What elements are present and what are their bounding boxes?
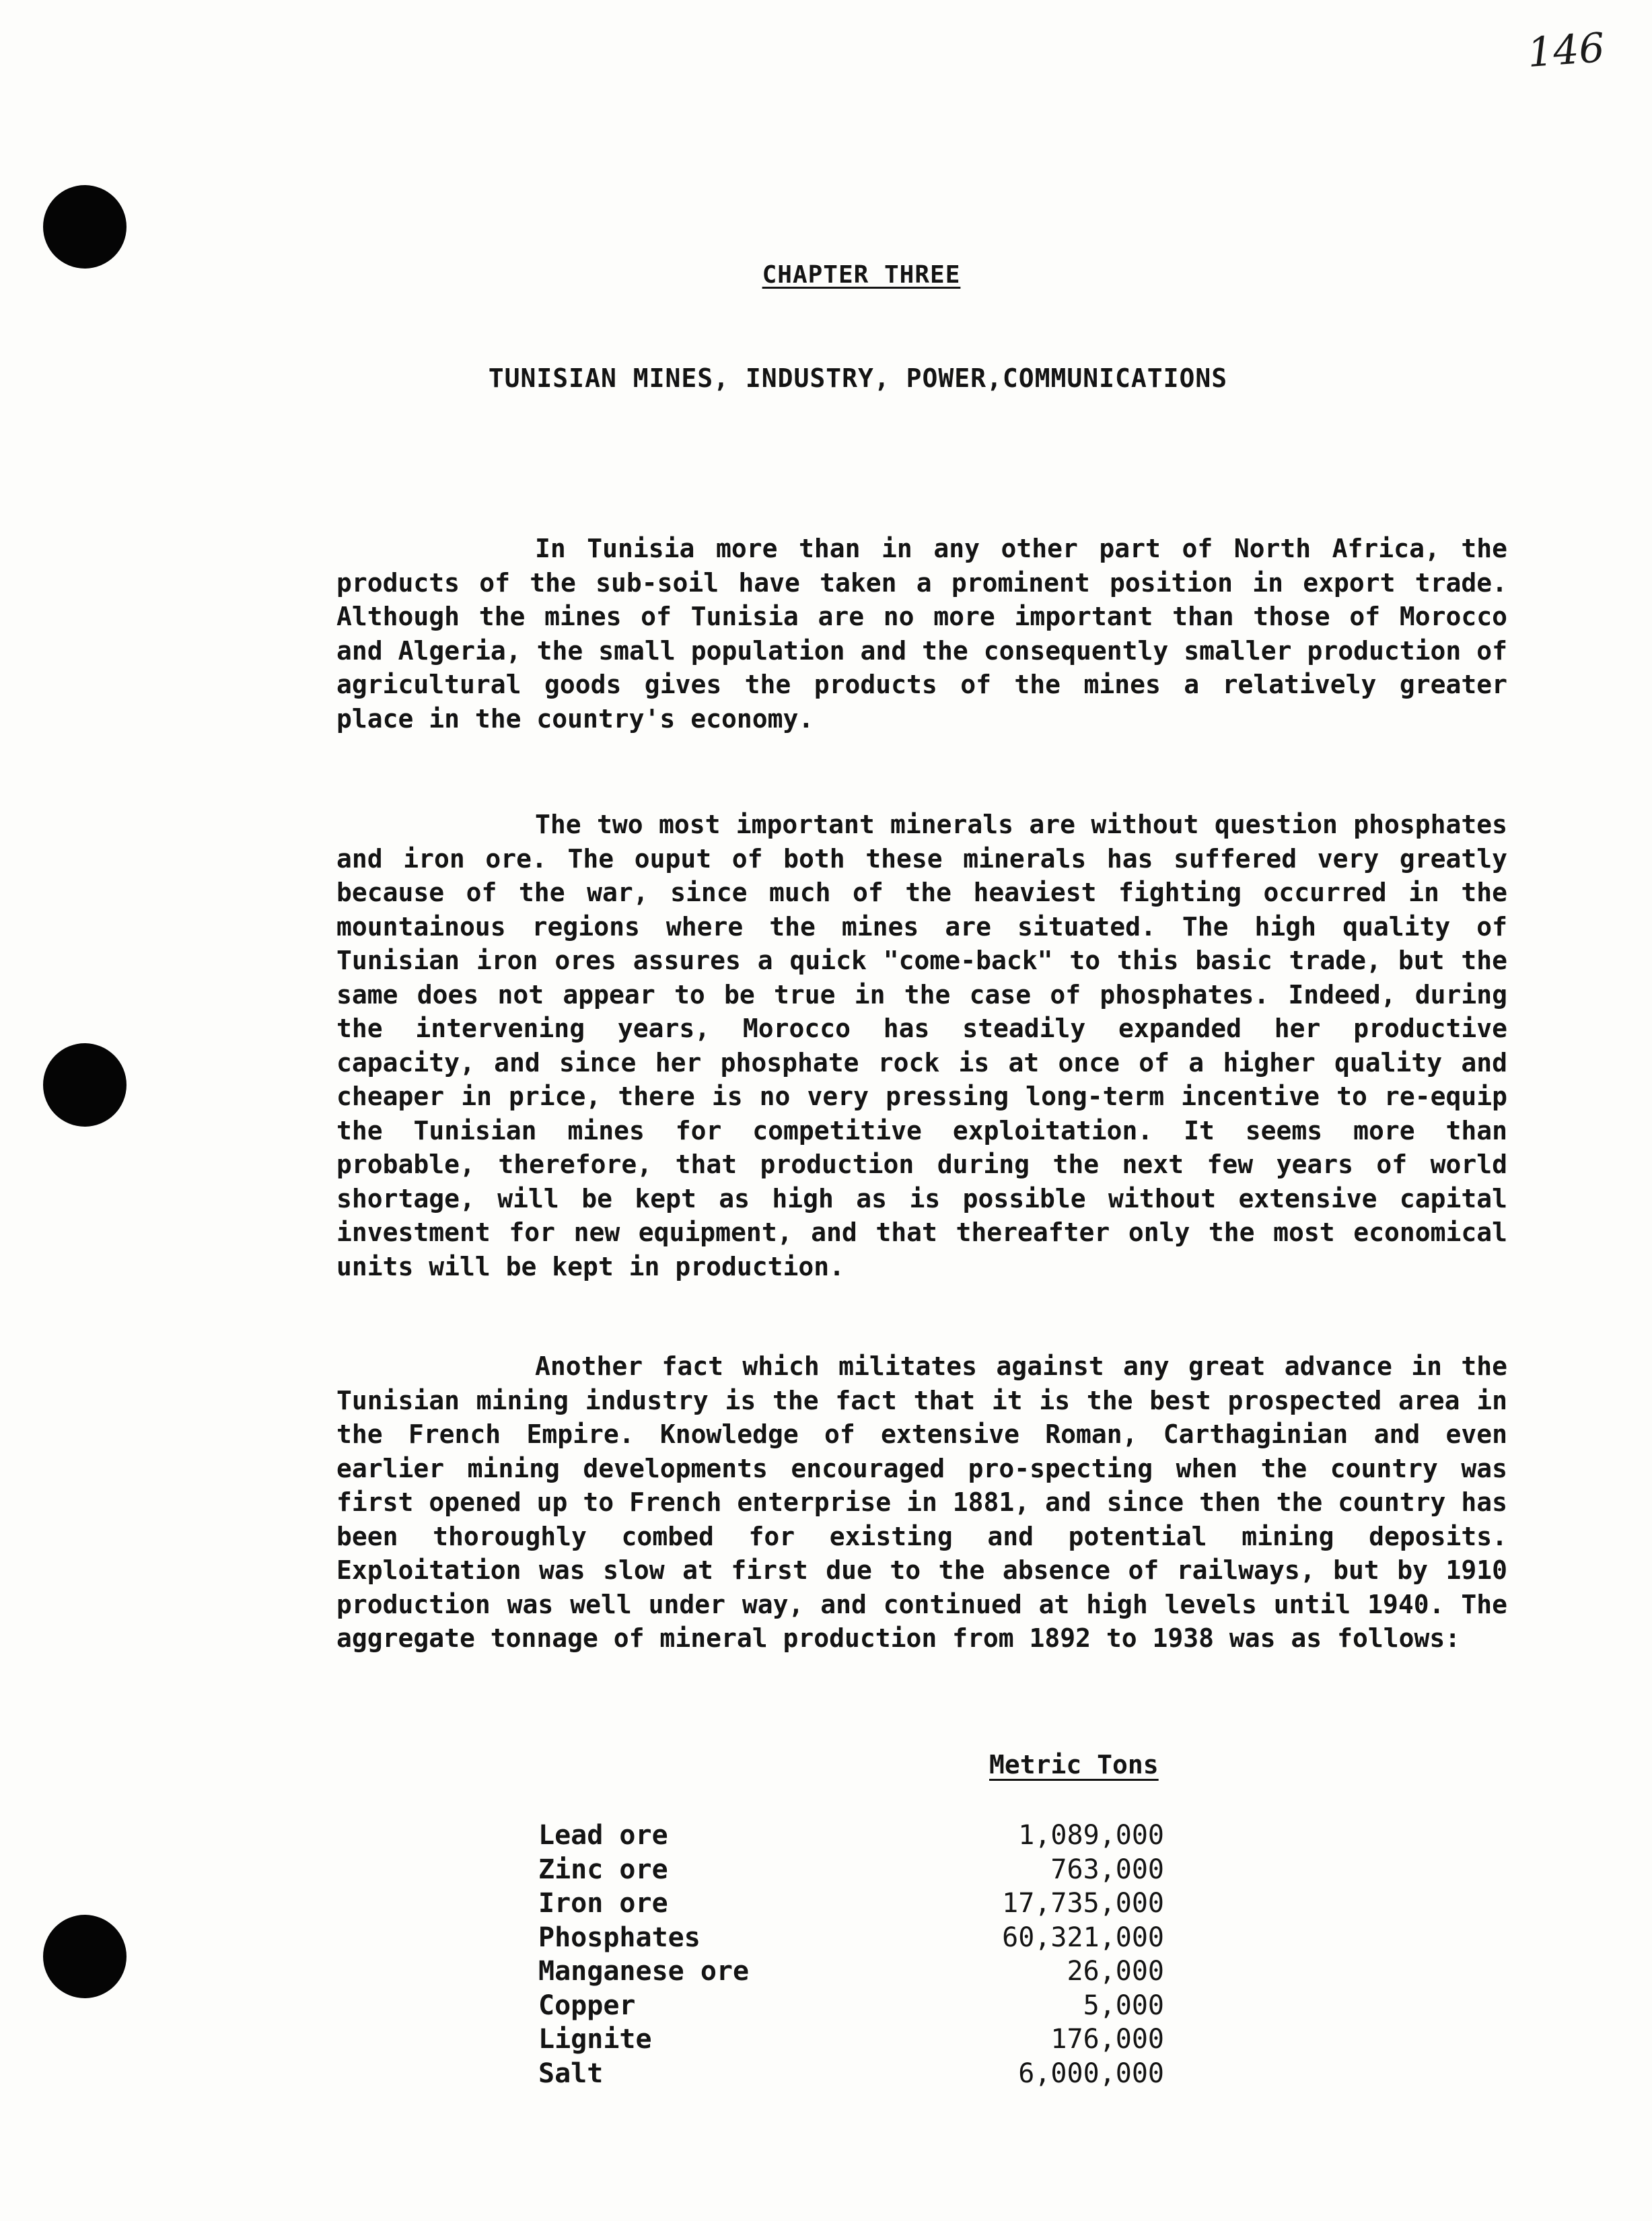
mineral-tons: 763,000 — [1050, 1854, 1164, 1885]
punch-hole-bottom — [43, 1915, 127, 1998]
mineral-name: Copper — [538, 1989, 636, 2021]
mineral-tons: 26,000 — [1067, 1956, 1164, 1987]
mineral-tons: 60,321,000 — [1002, 1922, 1164, 1953]
mineral-name: Manganese ore — [538, 1956, 750, 1987]
table-row — [538, 1887, 1164, 1921]
punch-hole-middle — [43, 1043, 127, 1127]
mineral-tons: 17,735,000 — [1002, 1888, 1164, 1919]
table-row — [538, 2057, 1164, 2091]
mineral-tons: 5,000 — [1083, 1989, 1164, 2021]
punch-hole-top — [43, 185, 127, 269]
table-row — [538, 1853, 1164, 1887]
table-row — [538, 1921, 1164, 1955]
mineral-tons: 6,000,000 — [1018, 2057, 1164, 2089]
page-number: 146 — [1525, 24, 1606, 77]
mineral-tons: 1,089,000 — [1018, 1820, 1164, 1851]
chapter-title: CHAPTER THREE — [762, 261, 961, 289]
paragraph-3: Another fact which militates against any great advance in the Tunisian mining industry is the fact that it is the best prospected area in the French Empire. Knowledge of extensive Roman, Carthaginian and even earlier mining developments encouraged pro-specting when the country was first opened up to French enterprise in 1881, and since then the country has been thoroughly combed for existing and potential mining deposits. Exploitation was slow at first due to the absence of railways, but by 1910 production was well under way, and continued at high levels until 1940. The aggregate tonnage of mineral production from 1892 to 1938 was as follows: — [336, 1351, 1507, 1653]
mineral-name: Lead ore — [538, 1820, 668, 1851]
mineral-name: Salt — [538, 2057, 604, 2089]
paragraph-1: In Tunisia more than in any other part of North Africa, the products of the sub-soil have taken a prominent position in export trade. Although the mines of Tunisia are no more important than those of Morocco and Algeria, the small population and the consequently smaller production of agricultural goods gives the products of the mines a relatively greater place in the country's economy. — [336, 534, 1507, 734]
table-row — [538, 1989, 1164, 2023]
chapter-subtitle: TUNISIAN MINES, INDUSTRY, POWER,COMMUNICATIONS — [488, 363, 1228, 393]
mineral-production-table — [538, 1819, 1164, 2090]
paragraph-2: The two most important minerals are without question phosphates and iron ore. The ouput of both these minerals has suffered very greatly because of the war, since much of the heaviest fighting occurred in the mountainous regions where the mines are situated. The high quality of Tunisian iron ores assures a quick "come-back" to this basic trade, but the same does not appear to be true in the case of phosphates. Indeed, during the intervening years, Morocco has steadily expanded her productive capacity, and since her phosphate rock is at once of a higher quality and cheaper in price, there is no very pressing long-term incentive to re-equip the Tunisian mines for competitive exploitation. It seems more than probable, therefore, that production during the next few years of world shortage, will be kept as high as is possible without extensive capital investment for new equipment, and that thereafter only the most economical units will be kept in production. — [336, 810, 1507, 1281]
mineral-name: Iron ore — [538, 1888, 668, 1919]
mineral-name: Zinc ore — [538, 1854, 668, 1885]
mineral-name: Phosphates — [538, 1922, 701, 1953]
table-row — [538, 1954, 1164, 1989]
table-row — [538, 1819, 1164, 1853]
mineral-tons: 176,000 — [1050, 2024, 1164, 2055]
table-row — [538, 2022, 1164, 2057]
mineral-name: Lignite — [538, 2024, 652, 2055]
table-header-metric-tons: Metric Tons — [989, 1750, 1159, 1779]
